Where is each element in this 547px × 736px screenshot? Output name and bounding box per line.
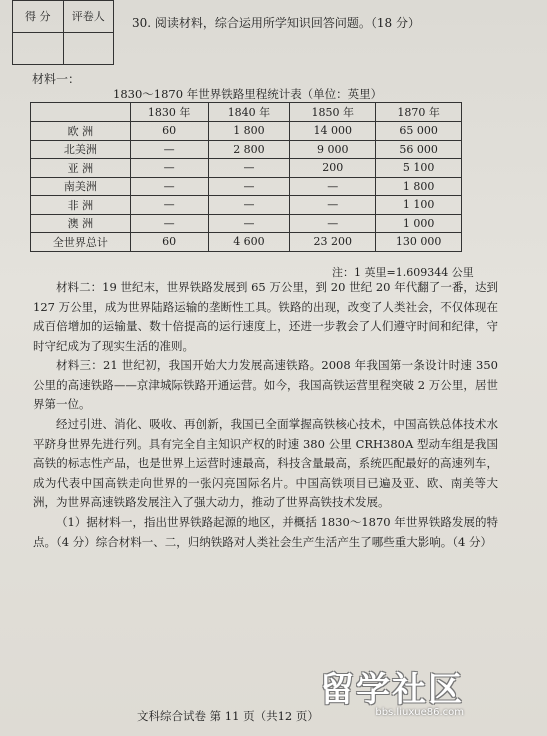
- material-three-continued-paragraph: 经过引进、消化、吸收、再创新，我国已全面掌握高铁核心技术，中国高铁总体技术水平跻身世界先进行列。具有完全自主知识产权的时速 380 公里 CRH380A 型动车组是我国高铁的标志性产品，也是世界上运营时速最高，科技含量最高，系统匹配最好的高速列车，成为代表中国高铁走向世界的一张闪亮国际名片。中国高铁项目已遍及亚、欧、南美等大洲，为世界高速铁路发展注入了强大动力，推动了世界高铁技术发展。: [33, 417, 498, 510]
- value-cell: —: [130, 159, 208, 178]
- table-row: [31, 122, 462, 141]
- region-cell: 澳 洲: [31, 214, 131, 233]
- table-header-row: [31, 103, 462, 122]
- table-row: [31, 140, 462, 159]
- value-cell: 1 100: [376, 196, 462, 215]
- watermark-url: bbs.liuxue86.com: [375, 707, 464, 718]
- table-note: 注：1 英里=1.609344 公里: [332, 266, 474, 279]
- value-cell: —: [130, 214, 208, 233]
- value-cell: 1 800: [208, 122, 290, 141]
- value-cell: —: [290, 214, 376, 233]
- value-cell: —: [290, 196, 376, 215]
- header-cell: [31, 103, 131, 122]
- value-cell: 2 800: [208, 140, 290, 159]
- score-box: [12, 0, 114, 65]
- value-cell: —: [208, 196, 290, 215]
- page-footer: 文科综合试卷 第 11 页（共12 页）: [137, 709, 319, 723]
- value-cell: —: [208, 177, 290, 196]
- value-cell: 23 200: [290, 233, 376, 252]
- value-cell: 14 000: [290, 122, 376, 141]
- region-cell: 欧 洲: [31, 122, 131, 141]
- material-one-label: 材料一：: [32, 72, 81, 86]
- value-cell: 1 000: [376, 214, 462, 233]
- value-cell: —: [290, 177, 376, 196]
- region-cell: 南美洲: [31, 177, 131, 196]
- value-cell: 9 000: [290, 140, 376, 159]
- value-cell: 5 100: [376, 159, 462, 178]
- table-row: [31, 177, 462, 196]
- table-row-total: [31, 233, 462, 252]
- grader-label: 评卷人: [71, 10, 105, 23]
- question-title: 30. 阅读材料，综合运用所学知识回答问题。（18 分）: [132, 16, 420, 30]
- value-cell: —: [208, 159, 290, 178]
- grader-blank: [64, 33, 114, 64]
- value-cell: —: [208, 214, 290, 233]
- region-cell: 非 洲: [31, 196, 131, 215]
- header-cell: 1850 年: [290, 103, 376, 122]
- score-label: 得 分: [13, 1, 64, 32]
- material-two-paragraph: 材料二：19 世纪末，世界铁路发展到 65 万公里，到 20 世纪 20 年代翻了一番，达到 127 万公里，成为世界陆路运输的垄断性工具。铁路的出现，改变了人类社会，不仅体现在成百倍增加的运输量、数十倍提高的运行速度上，还进一步教会了人们遵守时间和纪律，守时守纪成为了现实生活的准则。: [33, 280, 498, 353]
- region-cell: 亚 洲: [31, 159, 131, 178]
- value-cell: 200: [290, 159, 376, 178]
- header-cell: 1830 年: [130, 103, 208, 122]
- table-row: [31, 159, 462, 178]
- value-cell: —: [130, 177, 208, 196]
- value-cell: 130 000: [376, 233, 462, 252]
- railway-mileage-table: [30, 102, 462, 252]
- material-three-paragraph: 材料三：21 世纪初，我国开始大力发展高速铁路。2008 年我国第一条设计时速 350 公里的高速铁路——京津城际铁路开通运营。如今，我国高铁运营里程突破 2 万公里，居世界第一位。: [33, 358, 498, 412]
- watermark-brand: 留学社区: [320, 670, 464, 710]
- value-cell: 4 600: [208, 233, 290, 252]
- region-cell: 北美洲: [31, 140, 131, 159]
- header-cell: 1840 年: [208, 103, 290, 122]
- question-one-paragraph: （1）据材料一，指出世界铁路起源的地区，并概括 1830～1870 年世界铁路发展的特点。（4 分）综合材料一、二，归纳铁路对人类社会生产生活产生了哪些重大影响。（4 分）: [33, 515, 498, 549]
- value-cell: 60: [130, 122, 208, 141]
- table-row: [31, 196, 462, 215]
- value-cell: 60: [130, 233, 208, 252]
- score-blank: [13, 33, 64, 64]
- value-cell: 56 000: [376, 140, 462, 159]
- region-cell: 全世界总计: [31, 233, 131, 252]
- value-cell: —: [130, 196, 208, 215]
- table-title: 1830～1870 年世界铁路里程统计表（单位：英里）: [113, 87, 383, 101]
- watermark-logo: [320, 662, 464, 718]
- value-cell: 65 000: [376, 122, 462, 141]
- header-cell: 1870 年: [376, 103, 462, 122]
- table-row: [31, 214, 462, 233]
- value-cell: 1 800: [376, 177, 462, 196]
- value-cell: —: [130, 140, 208, 159]
